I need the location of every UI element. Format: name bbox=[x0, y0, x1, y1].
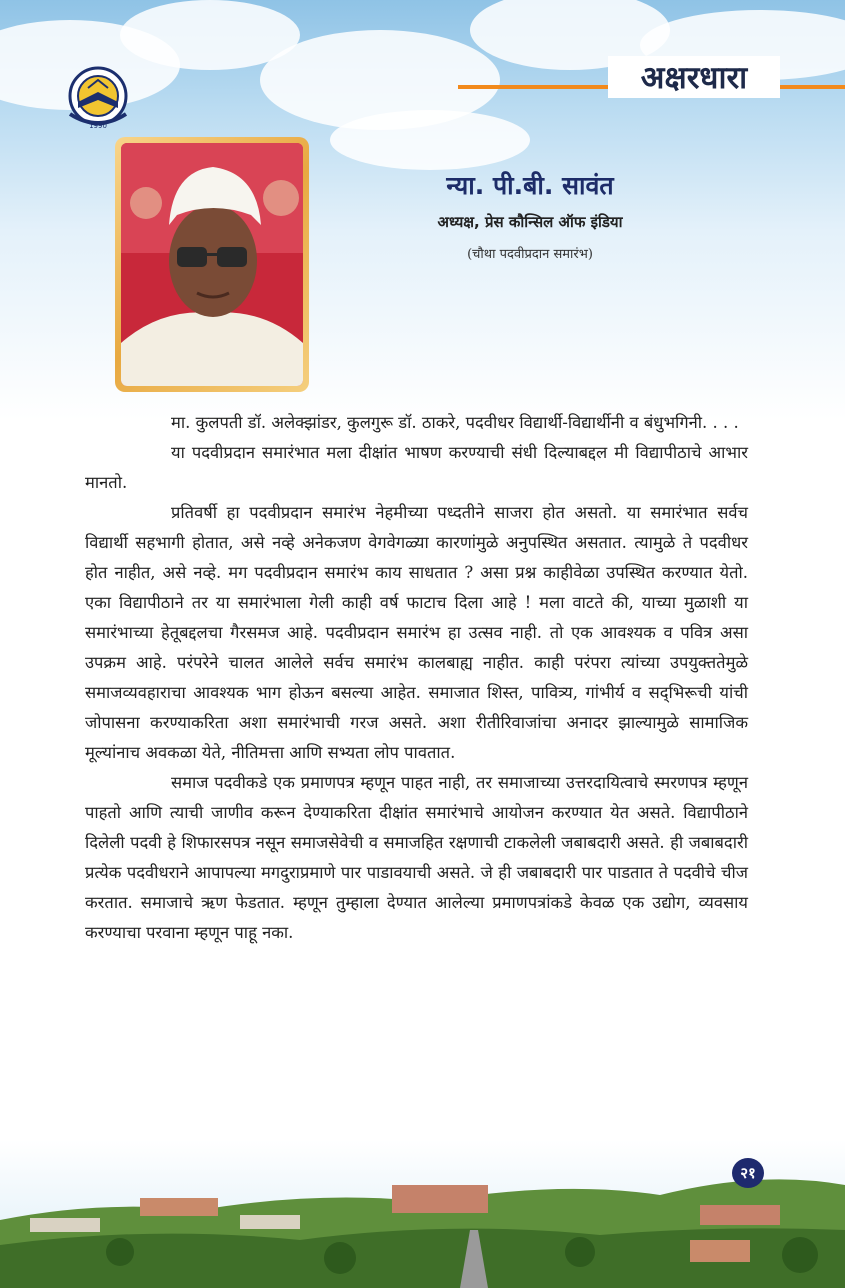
speaker-name: न्या. पी.बी. सावंत bbox=[446, 171, 614, 200]
campus-landscape bbox=[0, 1140, 845, 1288]
page-number: २१ bbox=[732, 1158, 764, 1188]
speech-paragraph: प्रतिवर्षी हा पदवीप्रदान समारंभ नेहमीच्या पध्दतीने साजरा होत असतो. या समारंभात सर्वच विद्यार्थी सहभागी होतात, असे नव्हे अनेकजण वेगवेगळ्या कारणांमुळे अनुपस्थित असतात. त्यामुळे ते पदवीधर होत नाहीत, असे नव्हे. मग पदवीप्रदान समारंभ काय साधतात ? असा प्रश्न काहीवेळा उपस्थित करण्यात येतो. एका विद्यापीठाने तर या समारंभाला गेली काही वर्ष फाटाच दिला आहे ! मला वाटते की, याच्या मुळाशी या समारंभाच्या हेतूबद्दलचा गैरसमज आहे. पदवीप्रदान समारंभ हा उत्सव नाही. तो एक आवश्यक व पवित्र असा उपक्रम आहे. परंपरेने चालत आलेले सर्वच समारंभ कालबाह्य नाहीत. काही परंपरा त्यांच्या उपयुक्ततेमुळे समाजव्यवहाराचा आवश्यक भाग होऊन बसल्या आहेत. समाजात शिस्त, पावित्र्य, गांभीर्य व सद्‌भिरूची यांची जोपासना करण्याकरिता अशा समारंभाची गरज असते. अशा रीतीरिवाजांचा अनादर झाल्यामुळे सामाजिक मूल्यांनाच अवकळा येते, नीतिमत्ता आणि सभ्यता लोप पावतात. bbox=[85, 503, 748, 762]
speech-body bbox=[85, 408, 748, 948]
brand-title: अक्षरधारा bbox=[608, 56, 780, 98]
speech-paragraph: मा. कुलपती डॉ. अलेक्झांडर, कुलगुरू डॉ. ठाकरे, पदवीधर विद्यार्थी-विद्यार्थीनी व बंधुभगिनी. . . . bbox=[171, 413, 739, 432]
speech-occasion: (चौथा पदवीप्रदान समारंभ) bbox=[467, 247, 593, 262]
portrait-frame bbox=[115, 137, 309, 392]
speaker-portrait bbox=[121, 143, 303, 386]
logo-year: 1990 bbox=[89, 122, 107, 130]
speech-paragraph: या पदवीप्रदान समारंभात मला दीक्षांत भाषण करण्याची संधी दिल्याबद्दल मी विद्यापीठाचे आभार मानतो. bbox=[85, 443, 748, 492]
speech-paragraph: समाज पदवीकडे एक प्रमाणपत्र म्हणून पाहत नाही, तर समाजाच्या उत्तरदायित्वाचे स्मरणपत्र म्हणून पाहतो आणि त्याची जाणीव करून देण्याकरिता दीक्षांत समारंभाचे आयोजन करण्यात येत असते. विद्यापीठाने दिलेली पदवी हे शिफारसपत्र नसून समाजसेवेची व समाजहित रक्षणाची टाकलेली जबाबदारी असते. ही जबाबदारी प्रत्येक पदवीधराने आपापल्या मगदुराप्रमाणे पार पाडावयाची असते. जे ही जबाबदारी पार पाडतात ते पदवीचे चीज करतात. समाजाचे ऋण फेडतात. म्हणून तुम्हाला देण्यात आलेल्या प्रमाणपत्रांकडे केवळ एक उद्योग, व्यवसाय करण्याचा परवाना म्हणून पाहू नका. bbox=[85, 773, 748, 942]
speaker-designation: अध्यक्ष, प्रेस कौन्सिल ऑफ इंडिया bbox=[437, 213, 623, 231]
